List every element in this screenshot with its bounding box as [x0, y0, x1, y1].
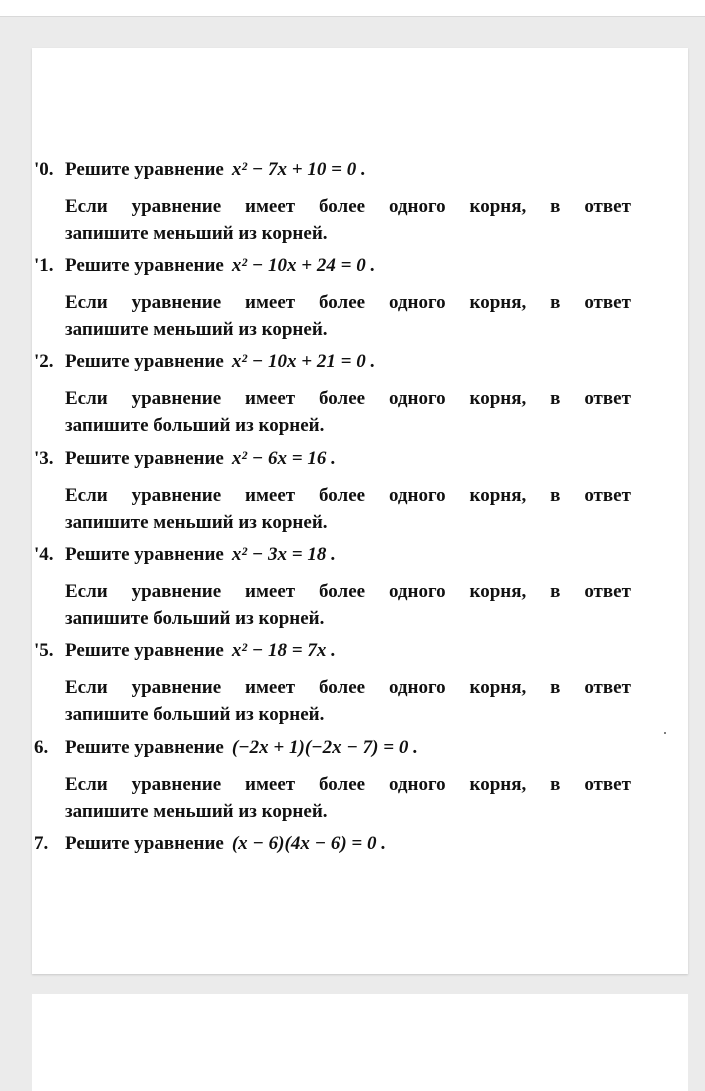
instruction-line-2: запишите меньший из корней.	[65, 512, 328, 533]
problem-title	[65, 544, 336, 566]
problem-title-text: Решите уравнение	[65, 833, 224, 854]
problem-number: '3.	[34, 448, 54, 469]
instruction-word: Если	[65, 581, 108, 602]
instruction-word: корня,	[469, 196, 527, 217]
problem-title-text: Решите уравнение	[65, 448, 224, 469]
problem-title	[65, 737, 418, 759]
instruction-word: более	[319, 677, 366, 698]
instruction-word: одного	[388, 485, 446, 506]
instruction-word: ответ	[584, 581, 631, 602]
instruction-word: корня,	[469, 774, 527, 795]
problem-instruction	[65, 193, 631, 247]
equation: (x − 6)(4x − 6) = 0 .	[231, 833, 386, 854]
instruction-word: Если	[65, 677, 108, 698]
scan-speck	[664, 732, 666, 734]
instruction-word: в	[550, 196, 561, 217]
equation: x² − 10x + 21 = 0 .	[231, 351, 376, 372]
equation: x² − 10x + 24 = 0 .	[231, 255, 376, 276]
instruction-word: Если	[65, 292, 108, 313]
instruction-word: уравнение	[131, 677, 222, 698]
instruction-word: корня,	[469, 485, 527, 506]
problem-number: 7.	[34, 833, 49, 854]
equation: x² − 3x = 18 .	[231, 544, 336, 565]
instruction-word: в	[550, 774, 561, 795]
instruction-word: Если	[65, 388, 108, 409]
instruction-word: более	[319, 196, 366, 217]
instruction-line-1	[65, 771, 631, 798]
problem-title-text: Решите уравнение	[65, 640, 224, 661]
instruction-word: уравнение	[131, 774, 222, 795]
problem-title	[65, 448, 336, 470]
instruction-word: в	[550, 581, 561, 602]
equation: x² − 6x = 16 .	[231, 448, 336, 469]
instruction-word: более	[319, 292, 366, 313]
instruction-line-2: запишите меньший из корней.	[65, 319, 328, 340]
problem-title	[65, 640, 336, 662]
instruction-word: ответ	[584, 388, 631, 409]
instruction-word: уравнение	[131, 388, 222, 409]
instruction-word: уравнение	[131, 292, 222, 313]
instruction-line-1	[65, 289, 631, 316]
document-page	[32, 48, 688, 974]
instruction-word: ответ	[584, 774, 631, 795]
instruction-line-1	[65, 193, 631, 220]
problem-title-text: Решите уравнение	[65, 159, 224, 180]
problem-number: '5.	[34, 640, 54, 661]
problem-title-text: Решите уравнение	[65, 351, 224, 372]
problem-title	[65, 255, 375, 277]
instruction-word: уравнение	[131, 485, 222, 506]
equation: (−2x + 1)(−2x − 7) = 0 .	[231, 737, 418, 758]
problem-title-text: Решите уравнение	[65, 255, 224, 276]
instruction-word: одного	[388, 581, 446, 602]
instruction-word: корня,	[469, 292, 527, 313]
instruction-word: имеет	[245, 581, 296, 602]
problem-instruction	[65, 771, 631, 825]
instruction-word: имеет	[245, 677, 296, 698]
instruction-word: одного	[388, 196, 446, 217]
instruction-word: Если	[65, 196, 108, 217]
instruction-word: имеет	[245, 774, 296, 795]
instruction-word: Если	[65, 774, 108, 795]
instruction-word: уравнение	[131, 196, 222, 217]
instruction-word: уравнение	[131, 581, 222, 602]
next-document-page	[32, 994, 688, 1091]
instruction-line-1	[65, 674, 631, 701]
problem-number: 6.	[34, 737, 49, 758]
instruction-line-1	[65, 482, 631, 509]
problem-title-text: Решите уравнение	[65, 737, 224, 758]
instruction-word: имеет	[245, 196, 296, 217]
instruction-word: ответ	[584, 677, 631, 698]
instruction-word: одного	[388, 292, 446, 313]
instruction-line-2: запишите меньший из корней.	[65, 223, 328, 244]
instruction-word: ответ	[584, 292, 631, 313]
problem-title	[65, 833, 386, 855]
top-bar	[0, 0, 705, 17]
instruction-word: более	[319, 485, 366, 506]
instruction-line-1	[65, 385, 631, 412]
problem-number: '1.	[34, 255, 54, 276]
instruction-word: имеет	[245, 388, 296, 409]
problem-number: '2.	[34, 351, 54, 372]
instruction-word: корня,	[469, 677, 527, 698]
instruction-word: одного	[388, 388, 446, 409]
instruction-line-2: запишите больший из корней.	[65, 608, 325, 629]
instruction-line-2: запишите больший из корней.	[65, 415, 325, 436]
instruction-word: более	[319, 581, 366, 602]
problem-instruction	[65, 674, 631, 728]
instruction-line-2: запишите меньший из корней.	[65, 801, 328, 822]
problem-instruction	[65, 289, 631, 343]
problem-instruction	[65, 578, 631, 632]
problem-instruction	[65, 385, 631, 439]
instruction-word: имеет	[245, 485, 296, 506]
instruction-word: корня,	[469, 581, 527, 602]
instruction-word: ответ	[584, 485, 631, 506]
instruction-word: более	[319, 388, 366, 409]
instruction-word: в	[550, 292, 561, 313]
instruction-word: имеет	[245, 292, 296, 313]
problem-title	[65, 351, 375, 373]
instruction-line-1	[65, 578, 631, 605]
problem-title	[65, 159, 366, 181]
problem-title-text: Решите уравнение	[65, 544, 224, 565]
instruction-word: одного	[388, 774, 446, 795]
instruction-word: более	[319, 774, 366, 795]
instruction-word: в	[550, 677, 561, 698]
instruction-word: корня,	[469, 388, 527, 409]
problem-instruction	[65, 482, 631, 536]
problem-number: '4.	[34, 544, 54, 565]
equation: x² − 7x + 10 = 0 .	[231, 159, 366, 180]
instruction-word: в	[550, 388, 561, 409]
equation: x² − 18 = 7x .	[231, 640, 336, 661]
problem-number: '0.	[34, 159, 54, 180]
instruction-line-2: запишите больший из корней.	[65, 704, 325, 725]
instruction-word: ответ	[584, 196, 631, 217]
instruction-word: одного	[388, 677, 446, 698]
instruction-word: Если	[65, 485, 108, 506]
instruction-word: в	[550, 485, 561, 506]
